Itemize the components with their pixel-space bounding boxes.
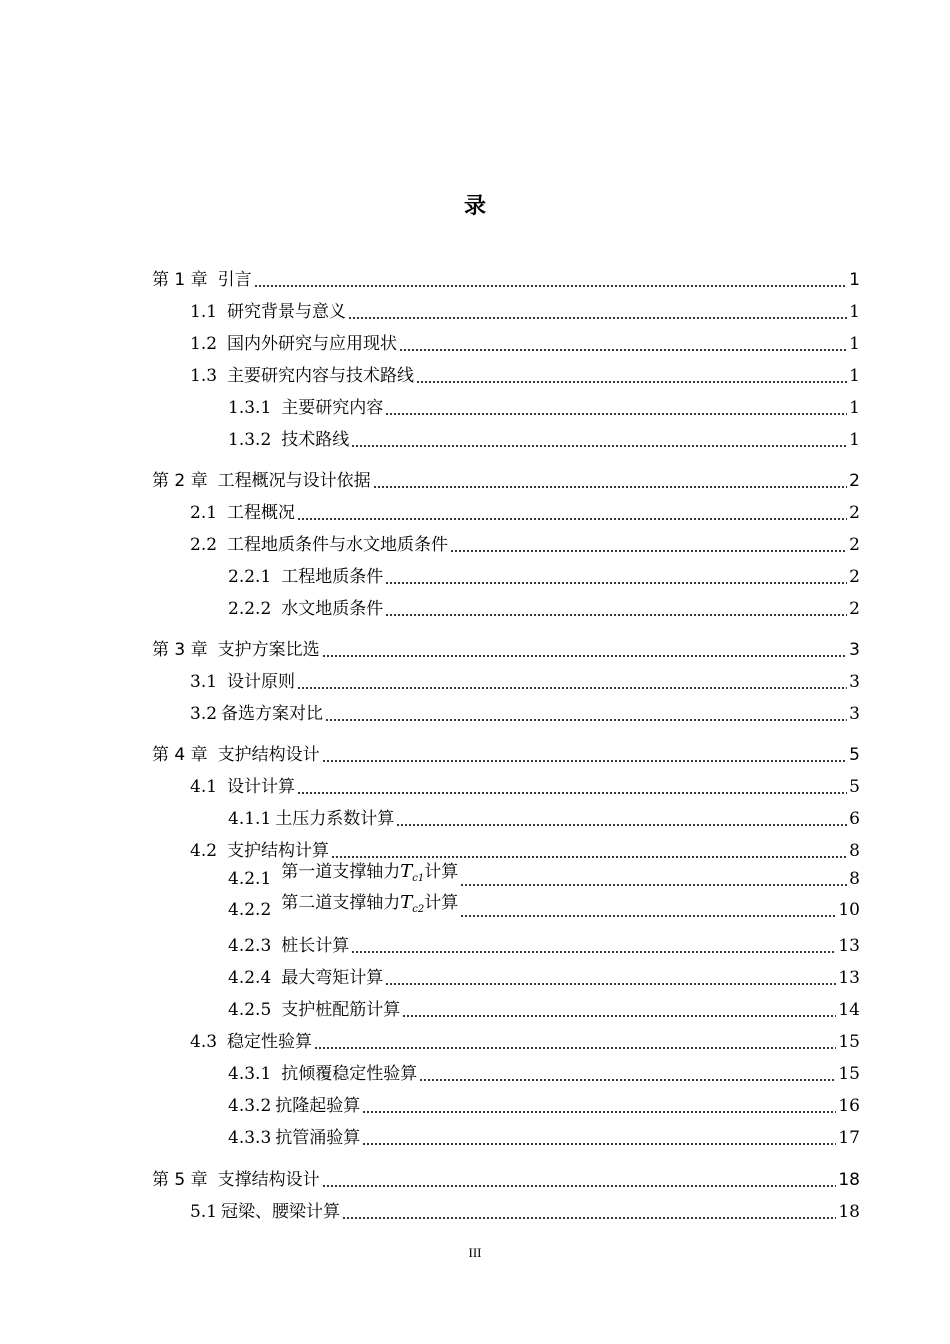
toc-entry[interactable] [228, 1062, 860, 1086]
toc-entry-page: 3 [849, 672, 860, 692]
toc-entry[interactable] [190, 364, 860, 388]
toc-entry-page: 15 [838, 1032, 860, 1052]
toc-entry-page: 10 [838, 900, 860, 920]
toc-entry-number: 4.1 [190, 777, 218, 797]
dot-leader [362, 1111, 836, 1113]
dot-leader [314, 1047, 836, 1049]
dot-leader [385, 614, 847, 616]
toc-entry-title [281, 860, 458, 891]
toc-entry-page: 18 [838, 1202, 860, 1222]
toc-entry-number: 第 5 章 [152, 1170, 208, 1190]
toc-entry[interactable] [228, 1126, 860, 1150]
toc-entry-title: 工程概况 [227, 503, 296, 523]
math-variable: T [400, 892, 413, 913]
toc-entry-title: 工程地质条件 [281, 567, 384, 587]
toc-entry-title: 设计计算 [227, 777, 296, 797]
dot-leader [351, 445, 847, 447]
dot-leader [348, 317, 847, 319]
toc-entry[interactable] [152, 268, 860, 292]
page-number-footer: III [468, 1245, 482, 1260]
toc-entry[interactable] [228, 861, 860, 891]
dot-leader [396, 824, 847, 826]
toc-entry-page: 13 [838, 968, 860, 988]
toc-entry-title-suffix: 计算 [424, 893, 459, 913]
dot-leader [450, 550, 847, 552]
math-variable: T [400, 861, 413, 882]
toc-entry[interactable] [152, 469, 860, 493]
toc-title: 录 [463, 194, 486, 219]
toc-entry[interactable] [190, 1200, 860, 1224]
toc-entry[interactable] [228, 1094, 860, 1118]
dot-leader [351, 951, 836, 953]
toc-entry-page: 1 [849, 366, 860, 386]
dot-leader [297, 518, 847, 520]
dot-leader [416, 381, 847, 383]
math-subscript: c2 [412, 904, 425, 915]
toc-entry-title: 工程概况与设计依据 [217, 471, 371, 491]
toc-entry-number: 第 3 章 [152, 640, 208, 660]
dot-leader [385, 413, 847, 415]
toc-entry-page: 1 [849, 430, 860, 450]
toc-entry-title: 支护方案比选 [217, 640, 320, 660]
toc-entry-number: 1.2 [190, 334, 218, 354]
toc-entry-page: 1 [849, 334, 860, 354]
dot-leader [460, 915, 836, 917]
toc-entry-title: 稳定性验算 [227, 1032, 313, 1052]
toc-entry-number: 第 2 章 [152, 471, 208, 491]
toc-entry-page: 8 [849, 841, 860, 861]
toc-entry-page: 2 [849, 471, 860, 491]
toc-entry-number: 2.2.2 [228, 599, 272, 619]
toc-entry-title: 水文地质条件 [281, 599, 384, 619]
toc-entry-number: 5.1 [190, 1202, 218, 1222]
toc-entry-title: 抗管涌验算 [275, 1128, 361, 1148]
dot-leader [385, 983, 836, 985]
toc-entry-title: 备选方案对比 [221, 704, 324, 724]
toc-entry-page: 2 [849, 567, 860, 587]
dot-leader [399, 349, 847, 351]
toc-entry-page: 1 [849, 398, 860, 418]
toc-entry-title-prefix: 第一道支撑轴力 [281, 862, 401, 882]
toc-entry-title: 研究背景与意义 [227, 302, 347, 322]
toc-entry-number: 2.2.1 [228, 567, 272, 587]
toc-entry[interactable] [228, 807, 860, 831]
dot-leader [297, 687, 847, 689]
toc-entry-page: 16 [838, 1096, 860, 1116]
toc-entry[interactable] [228, 396, 860, 420]
toc-entry-title: 支护结构计算 [227, 841, 330, 861]
toc-entry-page: 2 [849, 599, 860, 619]
toc-entry-title: 抗倾覆稳定性验算 [281, 1064, 418, 1084]
toc-entry-number: 第 4 章 [152, 745, 208, 765]
toc-entry[interactable] [228, 966, 860, 990]
toc-entry-title: 国内外研究与应用现状 [227, 334, 398, 354]
toc-entry[interactable] [228, 998, 860, 1022]
toc-entry-number: 3.2 [190, 704, 218, 724]
toc-entry-number: 4.2.4 [228, 968, 272, 988]
toc-entry[interactable] [190, 300, 860, 324]
toc-entry-title: 引言 [217, 270, 252, 290]
toc-entry-page: 5 [849, 777, 860, 797]
dot-leader [342, 1217, 836, 1219]
toc-entry-number: 4.1.1 [228, 809, 272, 829]
toc-entry-number: 2.2 [190, 535, 218, 555]
toc-entry-number: 1.3.1 [228, 398, 272, 418]
dot-leader [322, 655, 848, 657]
toc-entry-title: 主要研究内容与技术路线 [227, 366, 415, 386]
toc-entry[interactable] [152, 743, 860, 767]
toc-entry-title: 土压力系数计算 [275, 809, 395, 829]
toc-entry-title-prefix: 第二道支撑轴力 [281, 893, 401, 913]
toc-entry-number: 1.1 [190, 302, 218, 322]
dot-leader [419, 1079, 836, 1081]
toc-entry-page: 15 [838, 1064, 860, 1084]
toc-entry-number: 4.2 [190, 841, 218, 861]
toc-entry-number: 4.2.5 [228, 1000, 272, 1020]
toc-entry-title: 技术路线 [281, 430, 350, 450]
toc-entry-page: 17 [838, 1128, 860, 1148]
toc-entry-number: 4.3.3 [228, 1128, 272, 1148]
toc-entry-number: 4.3 [190, 1032, 218, 1052]
toc-entry[interactable] [190, 702, 860, 726]
toc-entry-page: 6 [849, 809, 860, 829]
toc-entry[interactable] [190, 332, 860, 356]
toc-entry-title: 设计原则 [227, 672, 296, 692]
dot-leader [322, 1185, 837, 1187]
toc-entry-number: 4.2.1 [228, 869, 272, 889]
toc-entry-number: 1.3.2 [228, 430, 272, 450]
toc-entry-page: 8 [849, 869, 860, 889]
toc-entry-number: 1.3 [190, 366, 218, 386]
toc-entry-title: 桩长计算 [281, 936, 350, 956]
toc-entry-title: 抗隆起验算 [275, 1096, 361, 1116]
toc-entry-title: 最大弯矩计算 [281, 968, 384, 988]
dot-leader [385, 582, 847, 584]
toc-entry-title-suffix: 计算 [424, 862, 459, 882]
toc-entry-title: 支护桩配筋计算 [281, 1000, 401, 1020]
toc-entry[interactable] [228, 428, 860, 452]
toc-entry-number: 3.1 [190, 672, 218, 692]
toc-entry-page: 3 [849, 704, 860, 724]
toc-entry[interactable] [190, 775, 860, 799]
dot-leader [402, 1015, 836, 1017]
toc-entry-number: 4.3.1 [228, 1064, 272, 1084]
dot-leader [460, 884, 847, 886]
toc-entry[interactable] [152, 1168, 860, 1192]
toc-entry-page: 3 [849, 640, 860, 660]
toc-entry-title: 工程地质条件与水文地质条件 [227, 535, 449, 555]
toc-entry-number: 第 1 章 [152, 270, 208, 290]
toc-entry-title: 支撑结构设计 [217, 1170, 320, 1190]
toc-entry-page: 1 [849, 270, 860, 290]
dot-leader [297, 792, 847, 794]
math-subscript: c1 [412, 873, 425, 884]
toc-entry-page: 2 [849, 535, 860, 555]
toc-entry-number: 4.3.2 [228, 1096, 272, 1116]
toc-entry-page: 18 [838, 1170, 860, 1190]
toc-entry-title: 主要研究内容 [281, 398, 384, 418]
dot-leader [331, 856, 847, 858]
toc-entry-number: 2.1 [190, 503, 218, 523]
dot-leader [254, 285, 848, 287]
toc-entry-title: 支护结构设计 [217, 745, 320, 765]
toc-entry-page: 14 [838, 1000, 860, 1020]
toc-entry[interactable] [152, 638, 860, 662]
toc-entry[interactable] [190, 501, 860, 525]
toc-entry-page: 5 [849, 745, 860, 765]
toc-entry[interactable] [190, 533, 860, 557]
toc-entry[interactable] [228, 934, 860, 958]
toc-entry-page: 13 [838, 936, 860, 956]
dot-leader [325, 719, 847, 721]
toc-entry-title [281, 891, 458, 922]
toc-entry-number: 4.2.3 [228, 936, 272, 956]
toc-entry-title: 冠梁、腰梁计算 [221, 1202, 341, 1222]
toc-entry-number: 4.2.2 [228, 900, 272, 920]
toc-entry[interactable] [228, 565, 860, 589]
toc-entry[interactable] [228, 892, 860, 922]
toc-entry[interactable] [228, 597, 860, 621]
toc-entry[interactable] [190, 1030, 860, 1054]
toc-entry-page: 1 [849, 302, 860, 322]
toc-entry[interactable] [190, 670, 860, 694]
dot-leader [322, 760, 848, 762]
toc-entry-page: 2 [849, 503, 860, 523]
dot-leader [373, 486, 848, 488]
dot-leader [362, 1143, 836, 1145]
